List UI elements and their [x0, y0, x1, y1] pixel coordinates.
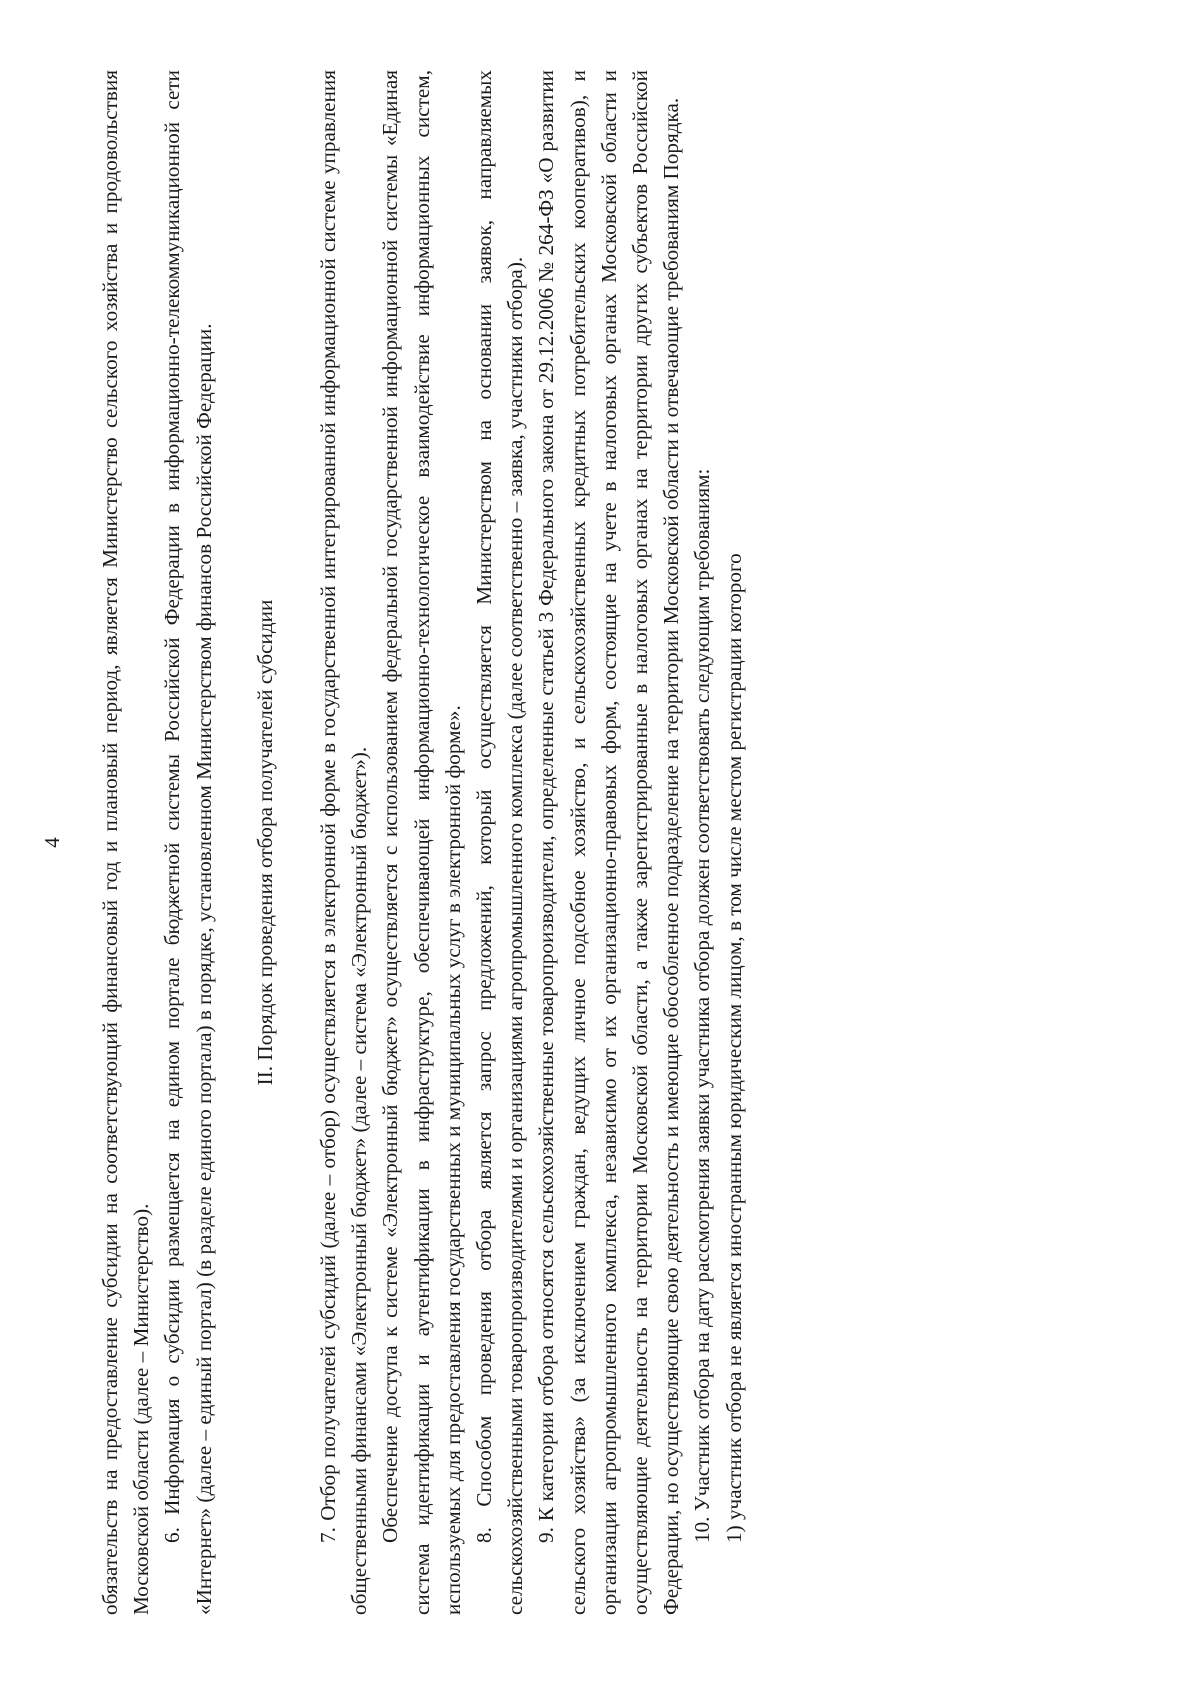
paragraph-7: 7. Отбор получателей субсидий (далее – отбор) осуществляется в электронной форме в государственной интегрированной информационной системе управления общественными финансами «Электронный бюджет» (далее – система «Электронный бюджет»). [316, 70, 372, 1615]
page-number: 4 [40, 837, 64, 848]
paragraph-continuation: обязательств на предоставление субсидии на соответствующий финансовый год и плановый период, является Министерство сельского хозяйства и продовольствия Московской области (далее – Министерство). [98, 70, 154, 1615]
paragraph-9: 9. К категории отбора относятся сельскохозяйственные товаропроизводители, определенные статьей 3 Федерального закона от 29.12.2006 № 264-ФЗ «О развитии сельского хозяйства» (за исключением граждан, ведущих личное подсобное хозяйство, и сельскохозяйственных кредитных потребительских кооперативов), и организации агропромышленного комплекса, независимо от их организационно-правовых форм, состоящие на учете в налоговых органах Московской области и осуществляющие деятельность на территории Московской области, а также зарегистрированные в налоговых органах на территории других субъектов Российской Федерации, но осуществляющие свою деятельность и имеющие обособленное подразделение на территории Московской области и отвечающие требованиям Порядка. [534, 70, 684, 1615]
section-heading: II. Порядок проведения отбора получателей субсидии [252, 599, 277, 1086]
rotated-text-block [40, 70, 1105, 1615]
paragraph-7-access: Обеспечение доступа к системе «Электронный бюджет» осуществляется с использованием федеральной государственной информационной системы «Единая система идентификации и аутентификации в инфраструктуре, обеспечивающей информационно-технологическое взаимодействие информационных систем, используемых для предоставления государственных и муниципальных услуг в электронной форме». [378, 70, 465, 1615]
paragraph-10-item-1: 1) участник отбора не является иностранным юридическим лицом, в том числе местом регистрации которого [721, 553, 746, 1543]
paragraph-6: 6. Информация о субсидии размещается на едином портале бюджетной системы Российской Федерации в информационно-телекоммуникационной сети «Интернет» (далее – единый портал) (в разделе единого портала) в порядке, установленном Министерством финансов Российской Федерации. [160, 70, 216, 1615]
paragraph-10: 10. Участник отбора на дату рассмотрения заявки участника отбора должен соответствовать следующим требованиям: [690, 468, 715, 1543]
paragraph-8: 8. Способом проведения отбора является запрос предложений, который осуществляется Министерством на основании заявок, направляемых сельскохозяйственными товаропроизводителями и организациями агропромышленного комплекса (далее соответственно – заявка, участники отбора). [472, 70, 528, 1615]
